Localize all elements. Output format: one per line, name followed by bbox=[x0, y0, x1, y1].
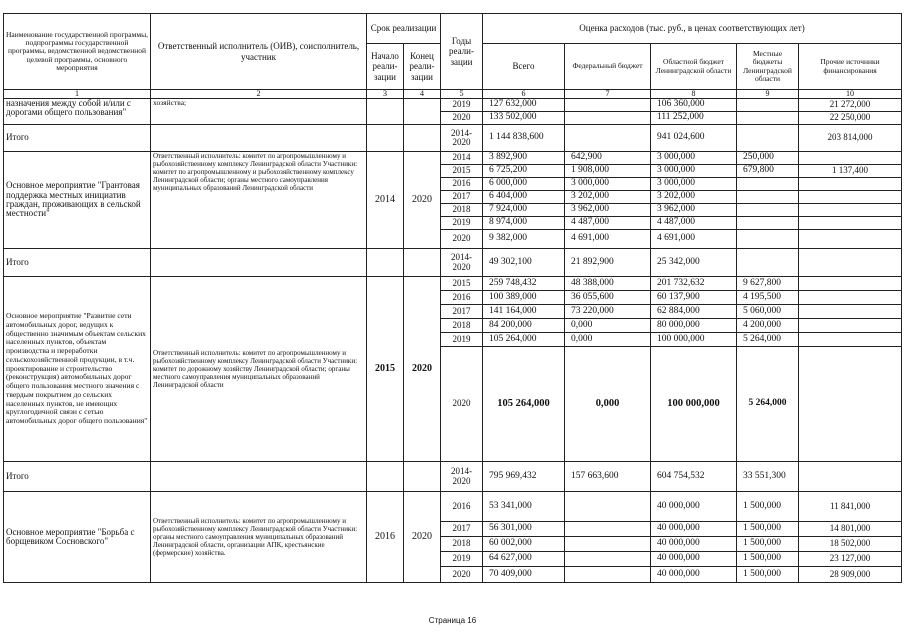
federal-cell bbox=[565, 99, 651, 112]
total-cell: 1 144 838,600 bbox=[483, 125, 565, 152]
local-cell bbox=[737, 125, 799, 152]
start-cell: 2014 bbox=[367, 152, 404, 249]
federal-cell: 3 000,000 bbox=[565, 178, 651, 191]
executor-cell: Ответственный исполнитель: комитет по агропромышленному и рыбохозяйственному комплексу Ленинградской области Участники: комитет по дорожному хозяйству Ленинградской области; органы местного самоуправления муниципальных образований Ленинградской области bbox=[151, 277, 367, 462]
federal-cell: 36 055,600 bbox=[565, 291, 651, 305]
year-cell: 2020 bbox=[441, 112, 483, 125]
total-cell: 84 200,000 bbox=[483, 319, 565, 333]
federal-cell: 73 220,000 bbox=[565, 305, 651, 319]
local-cell: 4 200,000 bbox=[737, 319, 799, 333]
federal-cell: 48 388,000 bbox=[565, 277, 651, 291]
federal-cell bbox=[565, 567, 651, 583]
expense-table bbox=[3, 13, 902, 583]
year-cell: 2017 bbox=[441, 522, 483, 537]
col-index: 3 bbox=[367, 90, 404, 99]
header-srok: Срок реализации bbox=[367, 14, 441, 44]
end-cell bbox=[404, 99, 441, 125]
year-cell: 2019 bbox=[441, 217, 483, 230]
local-cell: 679,800 bbox=[737, 165, 799, 178]
year-cell: 2018 bbox=[441, 204, 483, 217]
other-cell bbox=[799, 230, 902, 249]
header-start: Начало реали-зации bbox=[367, 44, 404, 90]
start-cell bbox=[367, 99, 404, 125]
header-years: Годы реали-зации bbox=[441, 14, 483, 90]
federal-cell bbox=[565, 552, 651, 567]
header-local: Местные бюджеты Ленинградской области bbox=[737, 44, 799, 90]
total-cell: 64 627,000 bbox=[483, 552, 565, 567]
regional-cell: 3 202,000 bbox=[651, 191, 737, 204]
itogo-label: Итого bbox=[4, 249, 151, 277]
end-cell: 2020 bbox=[404, 277, 441, 462]
other-cell bbox=[799, 462, 902, 492]
total-cell: 6 000,000 bbox=[483, 178, 565, 191]
total-cell: 60 002,000 bbox=[483, 537, 565, 552]
other-cell bbox=[799, 305, 902, 319]
col-index: 1 bbox=[4, 90, 151, 99]
year-cell: 2019 bbox=[441, 333, 483, 347]
executor-cell: хозяйства; bbox=[151, 99, 367, 125]
program-name: Основное мероприятие "Борьба с борщевиком Сосновского" bbox=[4, 492, 151, 583]
program-name: Основное мероприятие "Развитие сети автомобильных дорог, ведущих к общественно значимым объектам сельских населенных пунктов, объектам производства и переработки сельскохозяйственной продукции, в т.ч. проектирование и строительство (реконструкция) автомобильных дорог общего пользования местного значения с твердым покрытием до сельских населенных пунктов, не имеющих круглогодичной связи с сетью автомобильных дорог общего пользования" bbox=[4, 277, 151, 462]
total-cell: 141 164,000 bbox=[483, 305, 565, 319]
regional-cell: 201 732,632 bbox=[651, 277, 737, 291]
federal-cell: 4 691,000 bbox=[565, 230, 651, 249]
regional-cell: 941 024,600 bbox=[651, 125, 737, 152]
regional-cell: 40 000,000 bbox=[651, 552, 737, 567]
start-cell: 2015 bbox=[367, 277, 404, 462]
federal-cell: 21 892,900 bbox=[565, 249, 651, 277]
header-regional: Областной бюджет Ленинградской области bbox=[651, 44, 737, 90]
col-index: 6 bbox=[483, 90, 565, 99]
local-cell: 1 500,000 bbox=[737, 537, 799, 552]
federal-cell: 4 487,000 bbox=[565, 217, 651, 230]
year-cell: 2014 bbox=[441, 152, 483, 165]
local-cell bbox=[737, 112, 799, 125]
regional-cell: 3 000,000 bbox=[651, 165, 737, 178]
other-cell: 21 272,000 bbox=[799, 99, 902, 112]
year-cell: 2017 bbox=[441, 305, 483, 319]
other-cell: 11 841,000 bbox=[799, 492, 902, 522]
regional-cell: 100 000,000 bbox=[651, 333, 737, 347]
other-cell: 14 801,000 bbox=[799, 522, 902, 537]
other-cell bbox=[799, 178, 902, 191]
regional-cell: 25 342,000 bbox=[651, 249, 737, 277]
federal-cell: 1 908,000 bbox=[565, 165, 651, 178]
local-cell: 250,000 bbox=[737, 152, 799, 165]
start-cell: 2016 bbox=[367, 492, 404, 583]
total-cell: 6 725,200 bbox=[483, 165, 565, 178]
header-executor: Ответственный исполнитель (ОИВ), соисполнитель, участник bbox=[151, 14, 367, 90]
federal-cell: 3 202,000 bbox=[565, 191, 651, 204]
other-cell bbox=[799, 277, 902, 291]
local-cell bbox=[737, 217, 799, 230]
other-cell: 28 909,000 bbox=[799, 567, 902, 583]
local-cell bbox=[737, 99, 799, 112]
itogo-label: Итого bbox=[4, 125, 151, 152]
local-cell: 33 551,300 bbox=[737, 462, 799, 492]
federal-cell bbox=[565, 537, 651, 552]
regional-cell: 40 000,000 bbox=[651, 522, 737, 537]
header-end: Конец реали-зации bbox=[404, 44, 441, 90]
regional-cell: 604 754,532 bbox=[651, 462, 737, 492]
other-cell bbox=[799, 347, 902, 462]
regional-cell: 40 000,000 bbox=[651, 537, 737, 552]
year-cell: 2015 bbox=[441, 277, 483, 291]
total-cell: 259 748,432 bbox=[483, 277, 565, 291]
year-cell: 2016 bbox=[441, 291, 483, 305]
local-cell: 4 195,500 bbox=[737, 291, 799, 305]
end-cell: 2020 bbox=[404, 152, 441, 249]
year-cell: 2016 bbox=[441, 178, 483, 191]
regional-cell: 62 884,000 bbox=[651, 305, 737, 319]
year-cell: 2020 bbox=[441, 347, 483, 462]
local-cell: 1 500,000 bbox=[737, 522, 799, 537]
end-cell: 2020 bbox=[404, 492, 441, 583]
other-cell: 1 137,400 bbox=[799, 165, 902, 178]
local-cell: 9 627,800 bbox=[737, 277, 799, 291]
regional-cell: 4 691,000 bbox=[651, 230, 737, 249]
page-footer: Страница 16 bbox=[428, 616, 477, 625]
federal-cell: 3 962,000 bbox=[565, 204, 651, 217]
total-cell: 8 974,000 bbox=[483, 217, 565, 230]
itogo-label: Итого bbox=[4, 462, 151, 492]
year-cell: 2020 bbox=[441, 567, 483, 583]
header-estimate: Оценка расходов (тыс. руб., в ценах соответствующих лет) bbox=[483, 14, 902, 44]
year-cell: 2016 bbox=[441, 492, 483, 522]
total-cell: 100 389,000 bbox=[483, 291, 565, 305]
federal-cell: 0,000 bbox=[565, 347, 651, 462]
col-index: 9 bbox=[737, 90, 799, 99]
total-cell: 9 382,000 bbox=[483, 230, 565, 249]
federal-cell bbox=[565, 112, 651, 125]
col-index: 4 bbox=[404, 90, 441, 99]
year-cell: 2018 bbox=[441, 537, 483, 552]
other-cell bbox=[799, 333, 902, 347]
other-cell bbox=[799, 291, 902, 305]
local-cell bbox=[737, 178, 799, 191]
regional-cell: 4 487,000 bbox=[651, 217, 737, 230]
federal-cell bbox=[565, 125, 651, 152]
total-cell: 133 502,000 bbox=[483, 112, 565, 125]
other-cell bbox=[799, 217, 902, 230]
regional-cell: 100 000,000 bbox=[651, 347, 737, 462]
col-index: 5 bbox=[441, 90, 483, 99]
other-cell: 203 814,000 bbox=[799, 125, 902, 152]
regional-cell: 40 000,000 bbox=[651, 567, 737, 583]
year-cell: 2019 bbox=[441, 552, 483, 567]
federal-cell: 0,000 bbox=[565, 333, 651, 347]
col-index: 8 bbox=[651, 90, 737, 99]
federal-cell bbox=[565, 492, 651, 522]
federal-cell bbox=[565, 522, 651, 537]
federal-cell: 642,900 bbox=[565, 152, 651, 165]
executor-cell: Ответственный исполнитель: комитет по агропромышленному и рыбохозяйственному комплексу Ленинградской области Участники: органы местного самоуправления муниципальных образований Ленинградской области, организации АПК, крестьянские (фермерские) хозяйства. bbox=[151, 492, 367, 583]
other-cell: 18 502,000 bbox=[799, 537, 902, 552]
other-cell bbox=[799, 152, 902, 165]
other-cell: 23 127,000 bbox=[799, 552, 902, 567]
local-cell bbox=[737, 230, 799, 249]
other-cell: 22 250,000 bbox=[799, 112, 902, 125]
local-cell: 1 500,000 bbox=[737, 552, 799, 567]
regional-cell: 3 000,000 bbox=[651, 178, 737, 191]
federal-cell: 157 663,600 bbox=[565, 462, 651, 492]
regional-cell: 40 000,000 bbox=[651, 492, 737, 522]
total-cell: 127 632,000 bbox=[483, 99, 565, 112]
local-cell bbox=[737, 204, 799, 217]
regional-cell: 3 000,000 bbox=[651, 152, 737, 165]
year-cell: 2019 bbox=[441, 99, 483, 112]
header-federal: Федеральный бюджет bbox=[565, 44, 651, 90]
col-index: 2 bbox=[151, 90, 367, 99]
program-name: назначения между собой и/или с дорогами общего пользования" bbox=[4, 99, 151, 125]
local-cell: 5 060,000 bbox=[737, 305, 799, 319]
local-cell: 1 500,000 bbox=[737, 567, 799, 583]
other-cell bbox=[799, 319, 902, 333]
header-other: Прочие источники финансирования bbox=[799, 44, 902, 90]
year-cell: 2017 bbox=[441, 191, 483, 204]
total-cell: 7 924,000 bbox=[483, 204, 565, 217]
other-cell bbox=[799, 191, 902, 204]
regional-cell: 106 360,000 bbox=[651, 99, 737, 112]
year-cell: 2015 bbox=[441, 165, 483, 178]
header-total: Всего bbox=[483, 44, 565, 90]
other-cell bbox=[799, 204, 902, 217]
year-cell: 2020 bbox=[441, 230, 483, 249]
total-cell: 6 404,000 bbox=[483, 191, 565, 204]
executor-cell: Ответственный исполнитель: комитет по агропромышленному и рыбохозяйственному комплексу Ленинградской области Участники: комитет по агропромышленному и рыбохозяйственному комплексу Ленинградской области; органы местного самоуправления муниципальных образований Ленинградской области bbox=[151, 152, 367, 249]
year-cell: 2014-2020 bbox=[441, 249, 483, 277]
other-cell bbox=[799, 249, 902, 277]
local-cell bbox=[737, 249, 799, 277]
local-cell: 1 500,000 bbox=[737, 492, 799, 522]
total-cell: 795 969,432 bbox=[483, 462, 565, 492]
col-index: 7 bbox=[565, 90, 651, 99]
federal-cell: 0,000 bbox=[565, 319, 651, 333]
program-name: Основное мероприятие "Грантовая поддержка местных инициатив граждан, проживающих в сельской местности" bbox=[4, 152, 151, 249]
regional-cell: 3 962,000 bbox=[651, 204, 737, 217]
total-cell: 105 264,000 bbox=[483, 347, 565, 462]
local-cell bbox=[737, 191, 799, 204]
year-cell: 2014-2020 bbox=[441, 462, 483, 492]
total-cell: 49 302,100 bbox=[483, 249, 565, 277]
year-cell: 2018 bbox=[441, 319, 483, 333]
total-cell: 56 301,000 bbox=[483, 522, 565, 537]
regional-cell: 80 000,000 bbox=[651, 319, 737, 333]
local-cell: 5 264,000 bbox=[737, 333, 799, 347]
regional-cell: 60 137,900 bbox=[651, 291, 737, 305]
header-program: Наименование государственной программы, подпрограммы государственной программы, ведомственной ведомственной целевой программы, основного мероприятия bbox=[4, 14, 151, 90]
col-index: 10 bbox=[799, 90, 902, 99]
total-cell: 70 409,000 bbox=[483, 567, 565, 583]
total-cell: 53 341,000 bbox=[483, 492, 565, 522]
local-cell: 5 264,000 bbox=[737, 347, 799, 462]
total-cell: 3 892,900 bbox=[483, 152, 565, 165]
year-cell: 2014-2020 bbox=[441, 125, 483, 152]
total-cell: 105 264,000 bbox=[483, 333, 565, 347]
regional-cell: 111 252,000 bbox=[651, 112, 737, 125]
